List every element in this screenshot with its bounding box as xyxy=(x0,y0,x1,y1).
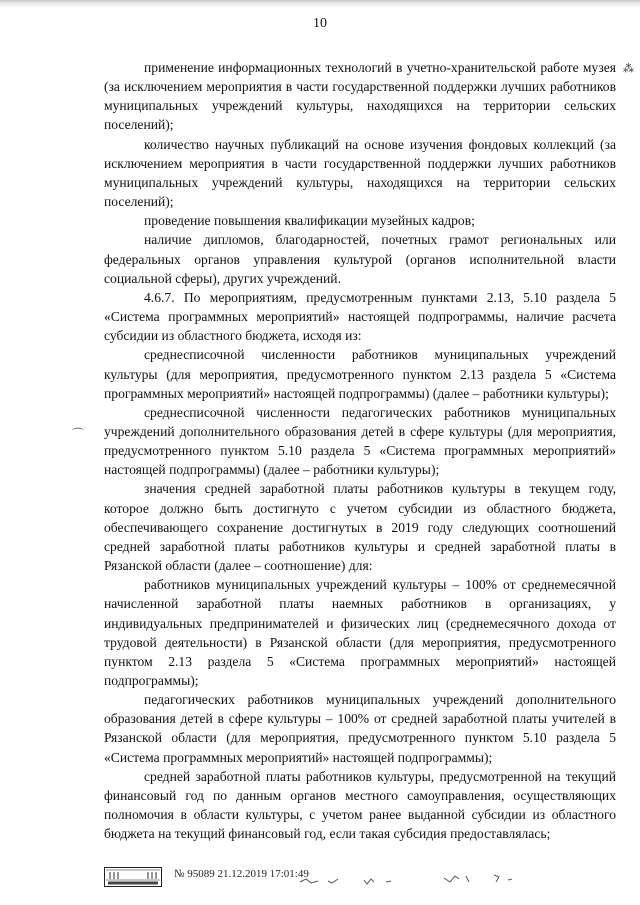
document-body xyxy=(104,58,616,843)
paragraph: значения средней заработной платы работников культуры в текущем году, которое должно быть достигнуто с учетом субсидии из областного бюджета, обеспечивающего сохранение достигнутых в 2019 году следующих соотношений средней заработной платы работников культуры и средней заработной платы в Рязанской области (далее – соотношение) для: xyxy=(104,481,616,574)
scan-noise xyxy=(294,866,554,890)
footer-logo-icon xyxy=(104,866,162,888)
margin-mark-icon: ⌒ xyxy=(72,427,85,441)
page-number: 10 xyxy=(313,16,327,31)
scan-edge xyxy=(0,0,640,8)
paragraph: среднесписочной численности работников муниципальных учреждений культуры (для мероприятия, предусмотренного пунктом 2.13 раздела 5 «Система программных мероприятий» настоящей подпрограммы) (далее – работники культуры); xyxy=(104,347,616,401)
paragraph: проведение повышения квалификации музейных кадров; xyxy=(144,213,475,229)
paragraph: педагогических работников муниципальных учреждений дополнительного образования детей в сфере культуры – 100% от средней заработной платы учителей в Рязанской области (для мероприятия, предусмотренного пунктом 5.10 раздела 5 «Система программных мероприятий» настоящей подпрограммы); xyxy=(104,692,616,765)
paragraph: работников муниципальных учреждений культуры – 100% от среднемесячной начисленной заработной платы наемных работников в организациях, у индивидуальных предпринимателей и физических лиц (среднемесячного дохода от трудовой деятельности) в Рязанской области (для мероприятия, предусмотренного пунктом 2.13 раздела 5 «Система программных мероприятий» настоящей подпрограммы); xyxy=(104,577,616,688)
paragraph: количество научных публикаций на основе изучения фондовых коллекций (за исключением мероприятия в части государственной поддержки лучших работников муниципальных учреждений культуры, находящихся на территории сельских поселений); xyxy=(104,136,616,210)
paragraph: применение информационных технологий в учетно-хранительской работе музея (за исключением мероприятия в части государственной поддержки лучших работников муниципальных учреждений культуры, находящихся на территории сельских поселений); xyxy=(104,60,616,133)
paragraph: наличие дипломов, благодарностей, почетных грамот региональных или федеральных органов управления культурой (органов исполнительной власти социальной сферы), других учреждений. xyxy=(104,232,616,286)
paragraph: среднесписочной численности педагогических работников муниципальных учреждений дополнительного образования детей в сфере культуры (для мероприятия, предусмотренного пунктом 5.10 раздела 5 «Система программных мероприятий» настоящей подпрограммы) (далее – работники культуры); xyxy=(104,404,616,478)
paragraph: 4.6.7. По мероприятиям, предусмотренным пунктами 2.13, 5.10 раздела 5 «Система программных мероприятий» настоящей подпрограммы, наличие расчета субсидии из областного бюджета, исходя из: xyxy=(104,289,616,344)
margin-mark-icon: ⁂ xyxy=(623,63,634,75)
document-footer xyxy=(104,860,624,896)
paragraph: средней заработной платы работников культуры, предусмотренной на текущий финансовый год по данным органов местного самоуправления, осуществляющих полномочия в области культуры, с учетом ранее выданной субсидии из областного бюджета на текущий финансовый год, если такая субсидия предоставлялась; xyxy=(104,768,616,842)
registration-stamp: № 95089 21.12.2019 17:01:49 xyxy=(174,868,309,880)
